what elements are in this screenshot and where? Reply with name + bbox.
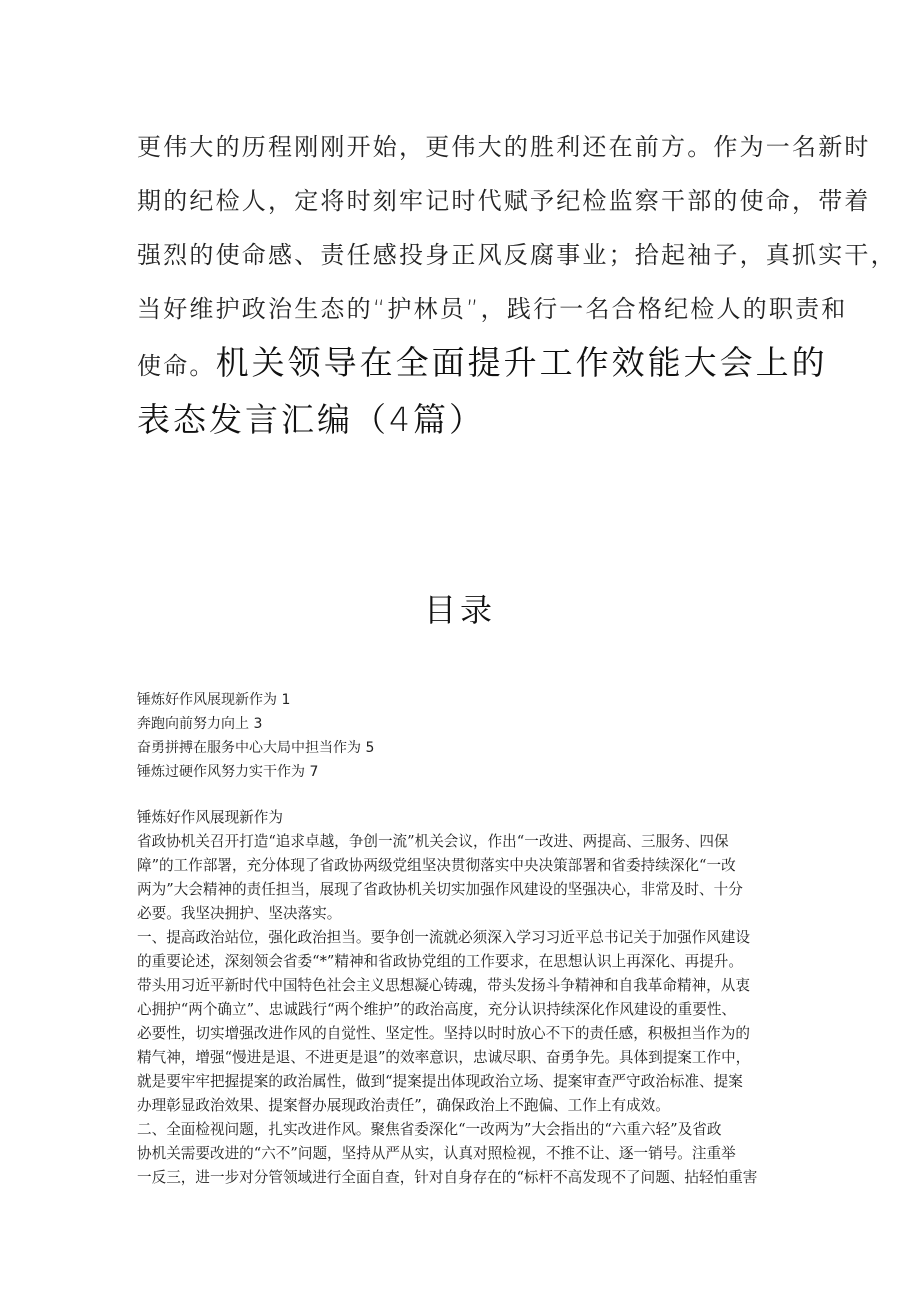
lead-line: 期的纪检人，定将时刻牢记时代赋予纪检监察干部的使命，带着 bbox=[137, 187, 871, 215]
toc-item[interactable]: 锤炼好作风展现新作为 1 bbox=[137, 692, 291, 708]
article-line: 两为”大会精神的责任担当，展现了省政协机关切实加强作风建设的坚强决心，非常及时、十分 bbox=[137, 881, 743, 898]
toc-item[interactable]: 奔跑向前努力向上 3 bbox=[137, 716, 263, 732]
document-title-part1: 机关领导在全面提升工作效能大会上的 bbox=[215, 343, 828, 382]
article-body bbox=[137, 806, 789, 1190]
table-of-contents bbox=[137, 688, 797, 784]
lead-line: 当好维护政治生态的“护林员”，践行一名合格纪检人的职责和 bbox=[137, 295, 848, 323]
lead-paragraph bbox=[137, 120, 897, 447]
article-line: 障”的工作部署，充分体现了省政协两级党组坚决贯彻落实中央决策部署和省委持续深化“一改 bbox=[137, 857, 736, 874]
article-line: 必要性，切实增强改进作风的自觉性、坚定性。坚持以时时放心不下的责任感，积极担当作为的 bbox=[137, 1025, 750, 1042]
article-line: 省政协机关召开打造“追求卓越，争创一流”机关会议，作出“一改进、两提高、三服务、四保 bbox=[137, 833, 729, 850]
toc-item[interactable]: 锤炼过硬作风努力实干作为 7 bbox=[137, 764, 319, 780]
toc-item[interactable]: 奋勇拼搏在服务中心大局中担当作为 5 bbox=[137, 740, 375, 756]
lead-line: 更伟大的历程刚刚开始，更伟大的胜利还在前方。作为一名新时 bbox=[137, 133, 871, 161]
article-line: 二、全面检视问题，扎实改进作风。聚焦省委深化“一改两为”大会指出的“六重六轻”及省政 bbox=[137, 1121, 722, 1138]
lead-title-line bbox=[137, 336, 828, 393]
article-line: 一反三，进一步对分管领域进行全面自查，针对自身存在的“标杆不高发现不了问题、拈轻怕重害 bbox=[137, 1169, 758, 1186]
article-line: 的重要论述，深刻领会省委“*”精神和省政协党组的工作要求，在思想认识上再深化、再提升。 bbox=[137, 953, 743, 970]
article-line: 带头用习近平新时代中国特色社会主义思想凝心铸魂，带头发扬斗争精神和自我革命精神，从衷 bbox=[137, 977, 750, 994]
article-line: 必要。我坚决拥护、坚决落实。 bbox=[137, 905, 342, 922]
lead-last-words: 使命。 bbox=[137, 352, 216, 380]
article-section-title: 锤炼好作风展现新作为 bbox=[137, 809, 283, 826]
lead-line: 强烈的使命感、责任感投身正风反腐事业；拾起袖子，真抓实干， bbox=[137, 241, 897, 269]
article-line: 办理彰显政治效果、提案督办展现政治责任”，确保政治上不跑偏、工作上有成效。 bbox=[137, 1097, 670, 1114]
document-title-part2: 表态发言汇编（4篇） bbox=[137, 400, 485, 439]
article-line: 就是要牢牢把握提案的政治属性，做到“提案提出体现政治立场、提案审查严守政治标准、提案 bbox=[137, 1073, 743, 1090]
article-line: 协机关需要改进的“六不”问题，坚持从严从实，认真对照检视，不推不让、逐一销号。注重举 bbox=[137, 1145, 736, 1162]
article-line: 心拥护“两个确立”、忠诚践行“两个维护”的政治高度，充分认识持续深化作风建设的重要性、 bbox=[137, 1001, 737, 1018]
article-line: 一、提高政治站位，强化政治担当。要争创一流就必须深入学习习近平总书记关于加强作风建设 bbox=[137, 929, 750, 946]
article-line: 精气神，增强“慢进是退、不进更是退”的效率意识，忠诚尽职、奋勇争先。具体到提案工作中， bbox=[137, 1049, 751, 1066]
toc-heading: 目录 bbox=[423, 591, 496, 629]
